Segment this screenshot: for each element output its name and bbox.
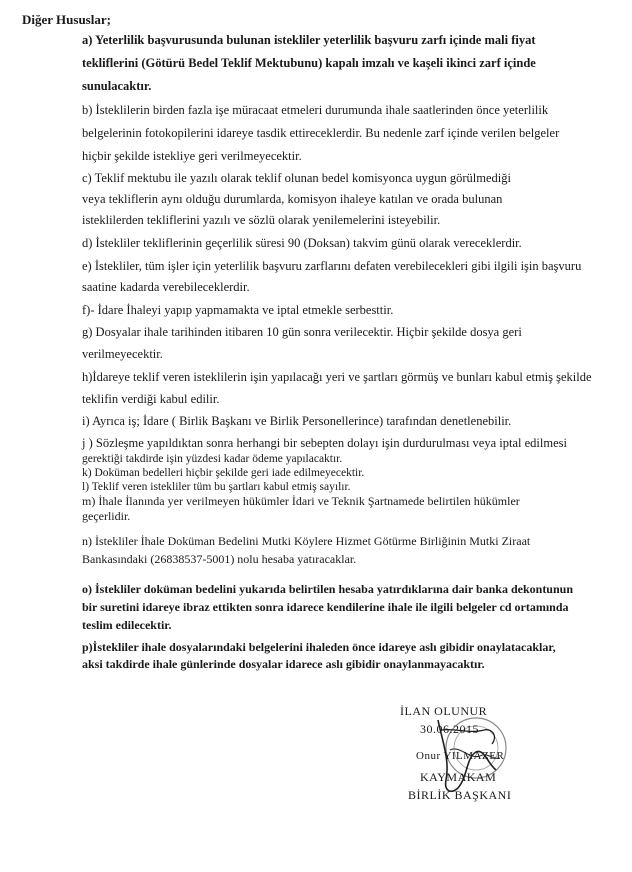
- item-a-line-1: a) Yeterlilik başvurusunda bulunan istekliler yeterlilik başvuru zarfı içinde mali fiyat: [82, 33, 536, 47]
- item-l-line-1: l) Teklif veren istekliler tüm bu şartları kabul etmiş sayılır.: [82, 481, 351, 493]
- item-p-line-2: aksi takdirde ihale günlerinde dosyalar idarece aslı gibidir onaylanmayacaktır.: [82, 657, 485, 671]
- signature-line-1: İLAN OLUNUR: [400, 704, 488, 718]
- signature-line-3: Onur YILMAZER: [416, 750, 505, 762]
- signature-line-4: KAYMAKAM: [420, 770, 497, 784]
- item-c-line-3: isteklilerden tekliflerini yazılı ve sözlü olarak yenilemelerini isteyebilir.: [82, 213, 441, 227]
- section-heading: Diğer Hususlar;: [22, 12, 111, 27]
- item-b-line-3: hiçbir şekilde istekliye geri verilmeyecektir.: [82, 149, 302, 163]
- item-o-line-3: teslim edilecektir.: [82, 618, 172, 632]
- item-h-line-1: h)İdareye teklif veren isteklilerin işin yapılacağı yeri ve şartları görmüş ve bunları kabul etmiş şekilde: [82, 370, 592, 384]
- item-g-line-2: verilmeyecektir.: [82, 347, 163, 361]
- item-c-line-2: veya tekliflerin aynı olduğu durumlarda, komisyon ihaleye katılan ve orada bulunan: [82, 192, 503, 206]
- item-d-line-1: d) İstekliler tekliflerinin geçerlilik süresi 90 (Doksan) takvim günü olarak vereceklerdir.: [82, 236, 522, 250]
- item-m-line-1: m) İhale İlanında yer verilmeyen hükümler İdari ve Teknik Şartnamede belirtilen hükümler: [82, 494, 520, 508]
- item-n-line-1: n) İstekliler İhale Doküman Bedelini Mutki Köylere Hizmet Götürme Birliğinin Mutki Ziraat: [82, 534, 531, 548]
- item-o-line-1: o) İstekliler doküman bedelini yukarıda belirtilen hesaba yatırdıklarına dair banka dekontunun: [82, 582, 574, 596]
- item-p-line-1: p)İstekliler ihale dosyalarındaki belgelerini ihaleden önce idareye aslı gibidir onaylatacaklar,: [82, 640, 556, 654]
- item-b-line-1: b) İsteklilerin birden fazla işe müracaat etmeleri durumunda ihale saatlerinden önce yeterlilik: [82, 103, 549, 117]
- item-b-line-2: belgelerinin fotokopilerini idareye tasdik ettireceklerdir. Bu nedenle zarf içinde verilen belgeler: [82, 126, 560, 140]
- item-n-line-2: Bankasındaki (26838537-5001) nolu hesaba yatıracaklar.: [82, 552, 357, 566]
- item-o-line-2: bir suretini idareye ibraz ettikten sonra idarece kendilerine ihale ile ilgili belgeler cd ortamında: [82, 600, 569, 614]
- item-a-line-3: sunulacaktır.: [82, 79, 152, 93]
- item-a-line-2: tekliflerini (Götürü Bedel Teklif Mektubunu) kapalı imzalı ve kaşeli ikinci zarf içinde: [82, 56, 536, 70]
- item-m-line-2: geçerlidir.: [82, 509, 131, 523]
- item-j-line-1: j ) Sözleşme yapıldıktan sonra herhangi bir sebepten dolayı işin durdurulması veya iptal edilmesi: [82, 436, 567, 450]
- item-k-line-1: k) Doküman bedelleri hiçbir şekilde geri iade edilmeyecektir.: [82, 467, 365, 479]
- item-f-line-1: f)- İdare İhaleyi yapıp yapmamakta ve iptal etmekle serbesttir.: [82, 303, 394, 317]
- item-j-line-2: gerektiği takdirde işin yüzdesi kadar ödeme yapılacaktır.: [82, 453, 343, 465]
- item-i-line-1: i) Ayrıca iş; İdare ( Birlik Başkanı ve Birlik Personellerince) tarafından denetlenebilir.: [82, 414, 512, 428]
- item-h-line-2: teklifin verdiği kabul edilir.: [82, 392, 220, 406]
- signature-block: [380, 700, 530, 810]
- item-e-line-1: e) İstekliler, tüm işler için yeterlilik başvuru zarflarını defaten verebilecekleri gibi ilgili işin başvuru: [82, 259, 582, 273]
- item-g-line-1: g) Dosyalar ihale tarihinden itibaren 10 gün sonra verilecektir. Hiçbir şekilde dosya geri: [82, 325, 522, 339]
- signature-line-2: 30.06.2015: [420, 722, 479, 736]
- item-e-line-2: saatine kadarda verebileceklerdir.: [82, 280, 250, 294]
- item-c-line-1: c) Teklif mektubu ile yazılı olarak teklif olunan bedel komisyonca uygun görülmediği: [82, 171, 511, 185]
- signature-line-5: BİRLİK BAŞKANI: [408, 788, 512, 802]
